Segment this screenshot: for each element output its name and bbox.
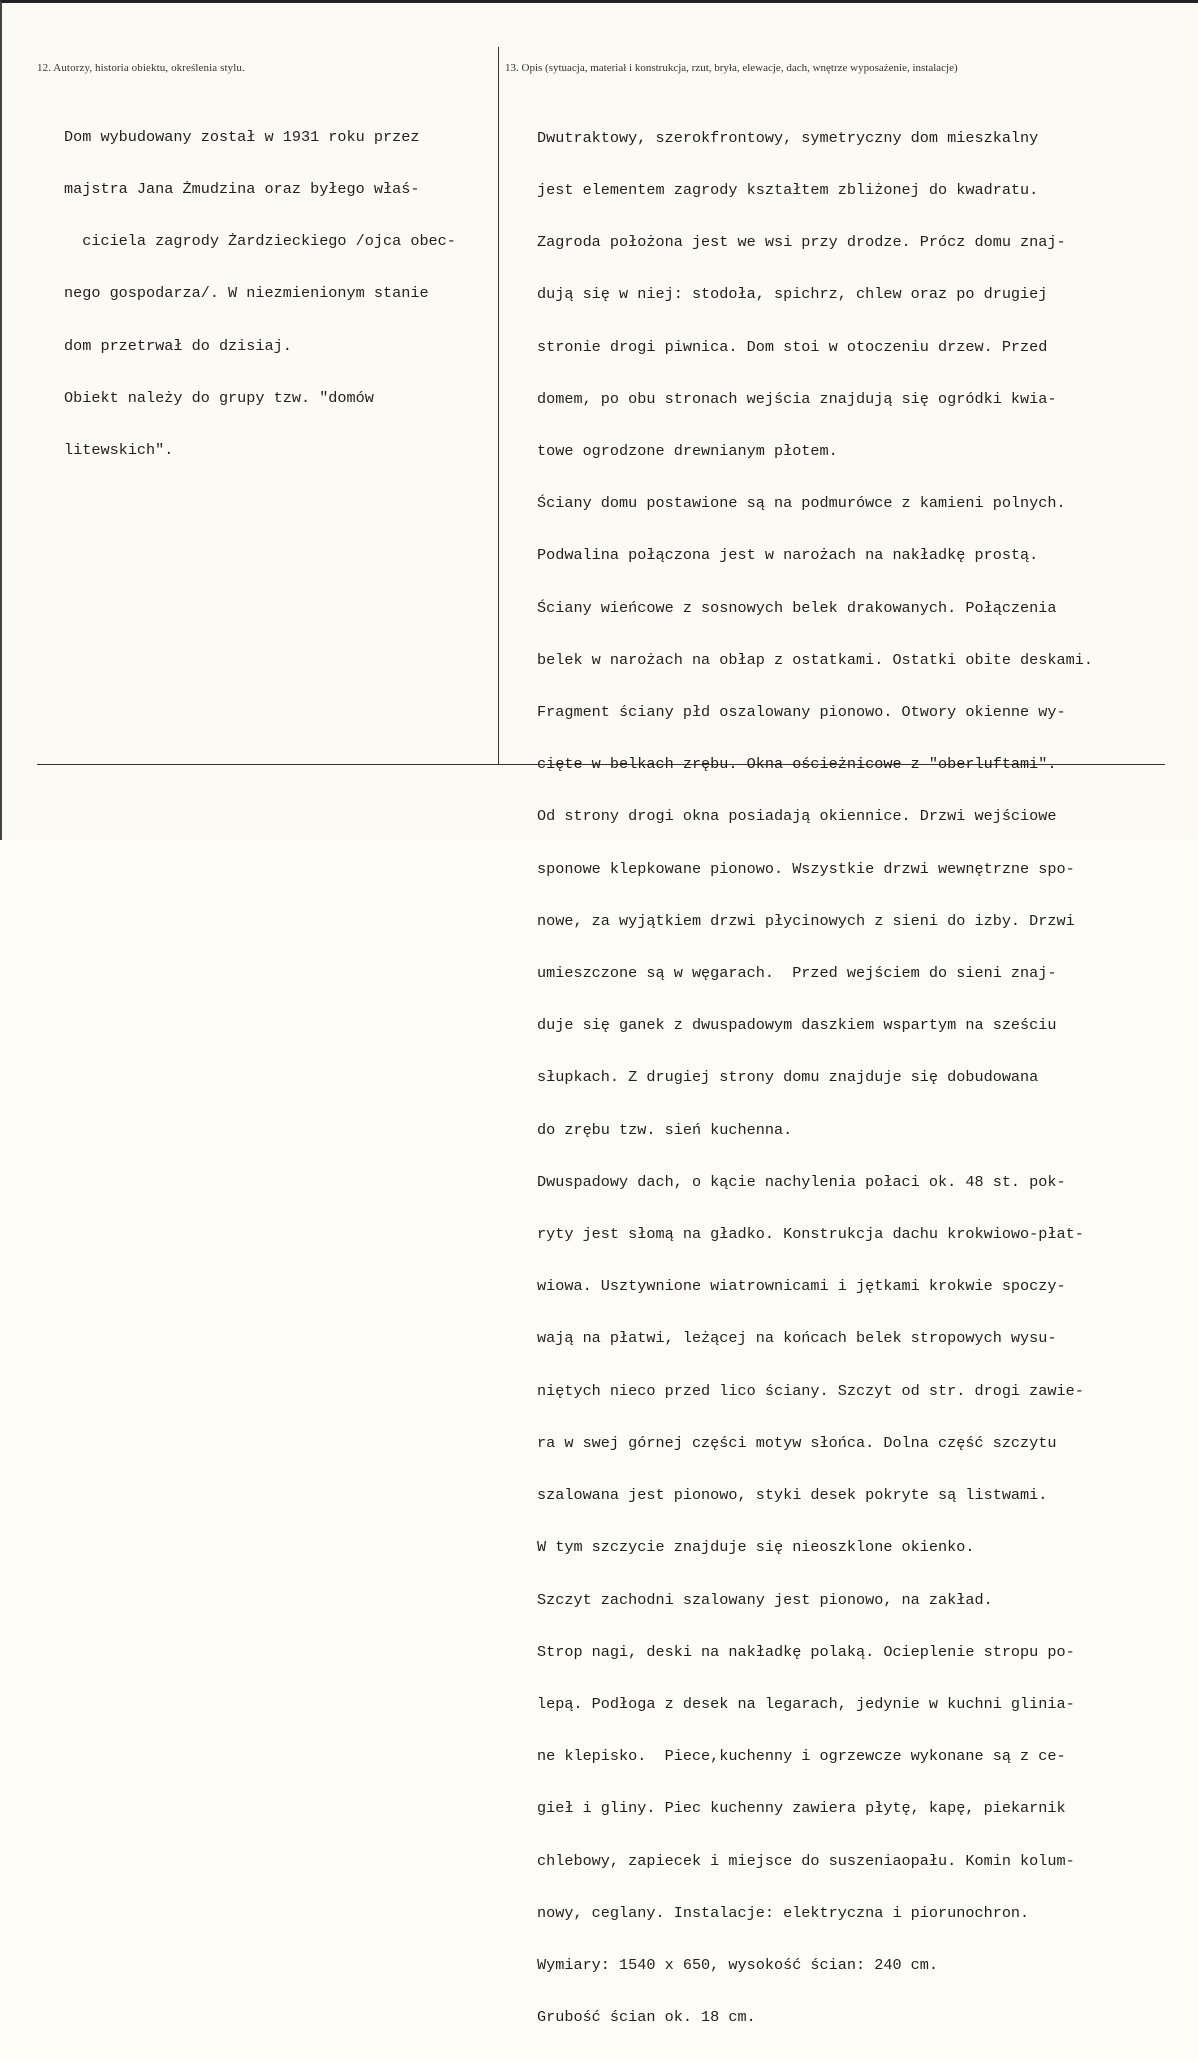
body-line: W tym szczycie znajduje się nieoszklone okienko. (537, 1538, 975, 1557)
column-divider (498, 47, 499, 765)
body-line: ciciela zagrody Żardzieckiego /ojca obec- (64, 232, 456, 251)
body-line: ra w swej górnej części motyw słońca. Dolna część szczytu (537, 1433, 1057, 1452)
body-line: Od strony drogi okna posiadają okiennice. Drzwi wejściowe (537, 807, 1057, 826)
body-line: Dom wybudowany został w 1931 roku przez (64, 127, 420, 146)
body-line: duje się ganek z dwuspadowym daszkiem wspartym na sześciu (537, 1016, 1057, 1035)
body-line: dują się w niej: stodoła, spichrz, chlew oraz po drugiej (537, 285, 1048, 304)
body-line: majstra Jana Żmudzina oraz byłego właś- (64, 180, 420, 199)
body-line: wiowa. Usztywnione wiatrownicami i jętkami krokwie spoczy- (537, 1277, 1066, 1296)
body-line: stronie drogi piwnica. Dom stoi w otoczeniu drzew. Przed (537, 337, 1048, 356)
body-line: Dwuspadowy dach, o kącie nachylenia połaci ok. 48 st. pok- (537, 1172, 1066, 1191)
body-line: chlebowy, zapiecek i miejsce do suszeniaopału. Komin kolum- (537, 1851, 1075, 1870)
body-line: towe ogrodzone drewnianym płotem. (537, 442, 838, 461)
body-line: jest elementem zagrody kształtem zbliżonej do kwadratu. (537, 181, 1039, 200)
body-line: nowy, ceglany. Instalacje: elektryczna i piorunochron. (537, 1903, 1030, 1922)
body-line: Ściany domu postawione są na podmurówce z kamieni polnych. (537, 494, 1066, 513)
body-line: Ściany wieńcowe z sosnowych belek drakowanych. Połączenia (537, 598, 1057, 617)
body-line: Obiekt należy do grupy tzw. "domów (64, 388, 374, 407)
body-line: umieszczone są w węgarach. Przed wejściem do sieni znaj- (537, 964, 1057, 983)
body-line: Dwutraktowy, szerokfrontowy, symetryczny dom mieszkalny (537, 128, 1039, 147)
body-line: wają na płatwi, leżącej na końcach belek stropowych wysu- (537, 1329, 1057, 1348)
body-line: ryty jest słomą na gładko. Konstrukcja dachu krokwiowo-płat- (537, 1225, 1084, 1244)
section-12-body (64, 94, 456, 494)
body-line: ne klepisko. Piece,kuchenny i ogrzewcze wykonane są z ce- (537, 1747, 1066, 1766)
section-12-heading: 12. Autorzy, historia obiektu, określenia stylu. (37, 62, 245, 74)
body-line: dom przetrwał do dzisiaj. (64, 336, 292, 355)
section-13-heading: 13. Opis (sytuacja, materiał i konstrukcja, rzut, bryła, elewacje, dach, wnętrze wyposażenie, instalacje) (505, 62, 958, 74)
section-13-body (537, 95, 1093, 2061)
body-line: Strop nagi, deski na nakładkę polaką. Ocieplenie stropu po- (537, 1642, 1075, 1661)
body-line: nowe, za wyjątkiem drzwi płycinowych z sieni do izby. Drzwi (537, 911, 1075, 930)
body-line: lepą. Podłoga z desek na legarach, jedynie w kuchni glinia- (537, 1694, 1075, 1713)
body-line: szalowana jest pionowo, styki desek pokryte są listwami. (537, 1486, 1048, 1505)
body-line: domem, po obu stronach wejścia znajdują się ogródki kwia- (537, 389, 1057, 408)
body-line: Zagroda położona jest we wsi przy drodze. Prócz domu znaj- (537, 233, 1066, 252)
body-line: sponowe klepkowane pionowo. Wszystkie drzwi wewnętrzne spo- (537, 859, 1075, 878)
body-line: cięte w belkach zrębu. Okna ościeżnicowe z "oberluftami". (537, 755, 1057, 774)
body-line: Fragment ściany płd oszalowany pionowo. Otwory okienne wy- (537, 703, 1066, 722)
body-line: Wymiary: 1540 x 650, wysokość ścian: 240 cm. (537, 1955, 939, 1974)
body-line: nego gospodarza/. W niezmienionym stanie (64, 284, 429, 303)
body-line: Szczyt zachodni szalowany jest pionowo, na zakład. (537, 1590, 993, 1609)
body-line: litewskich". (64, 441, 174, 460)
body-line: belek w narożach na obłap z ostatkami. Ostatki obite deskami. (537, 650, 1093, 669)
body-line: gieł i gliny. Piec kuchenny zawiera płytę, kapę, piekarnik (537, 1799, 1066, 1818)
body-line: Grubość ścian ok. 18 cm. (537, 2008, 756, 2027)
body-line: do zrębu tzw. sień kuchenna. (537, 1120, 793, 1139)
body-line: słupkach. Z drugiej strony domu znajduje się dobudowana (537, 1068, 1039, 1087)
body-line: niętych nieco przed lico ściany. Szczyt od str. drogi zawie- (537, 1381, 1084, 1400)
body-line: Podwalina połączona jest w narożach na nakładkę prostą. (537, 546, 1039, 565)
